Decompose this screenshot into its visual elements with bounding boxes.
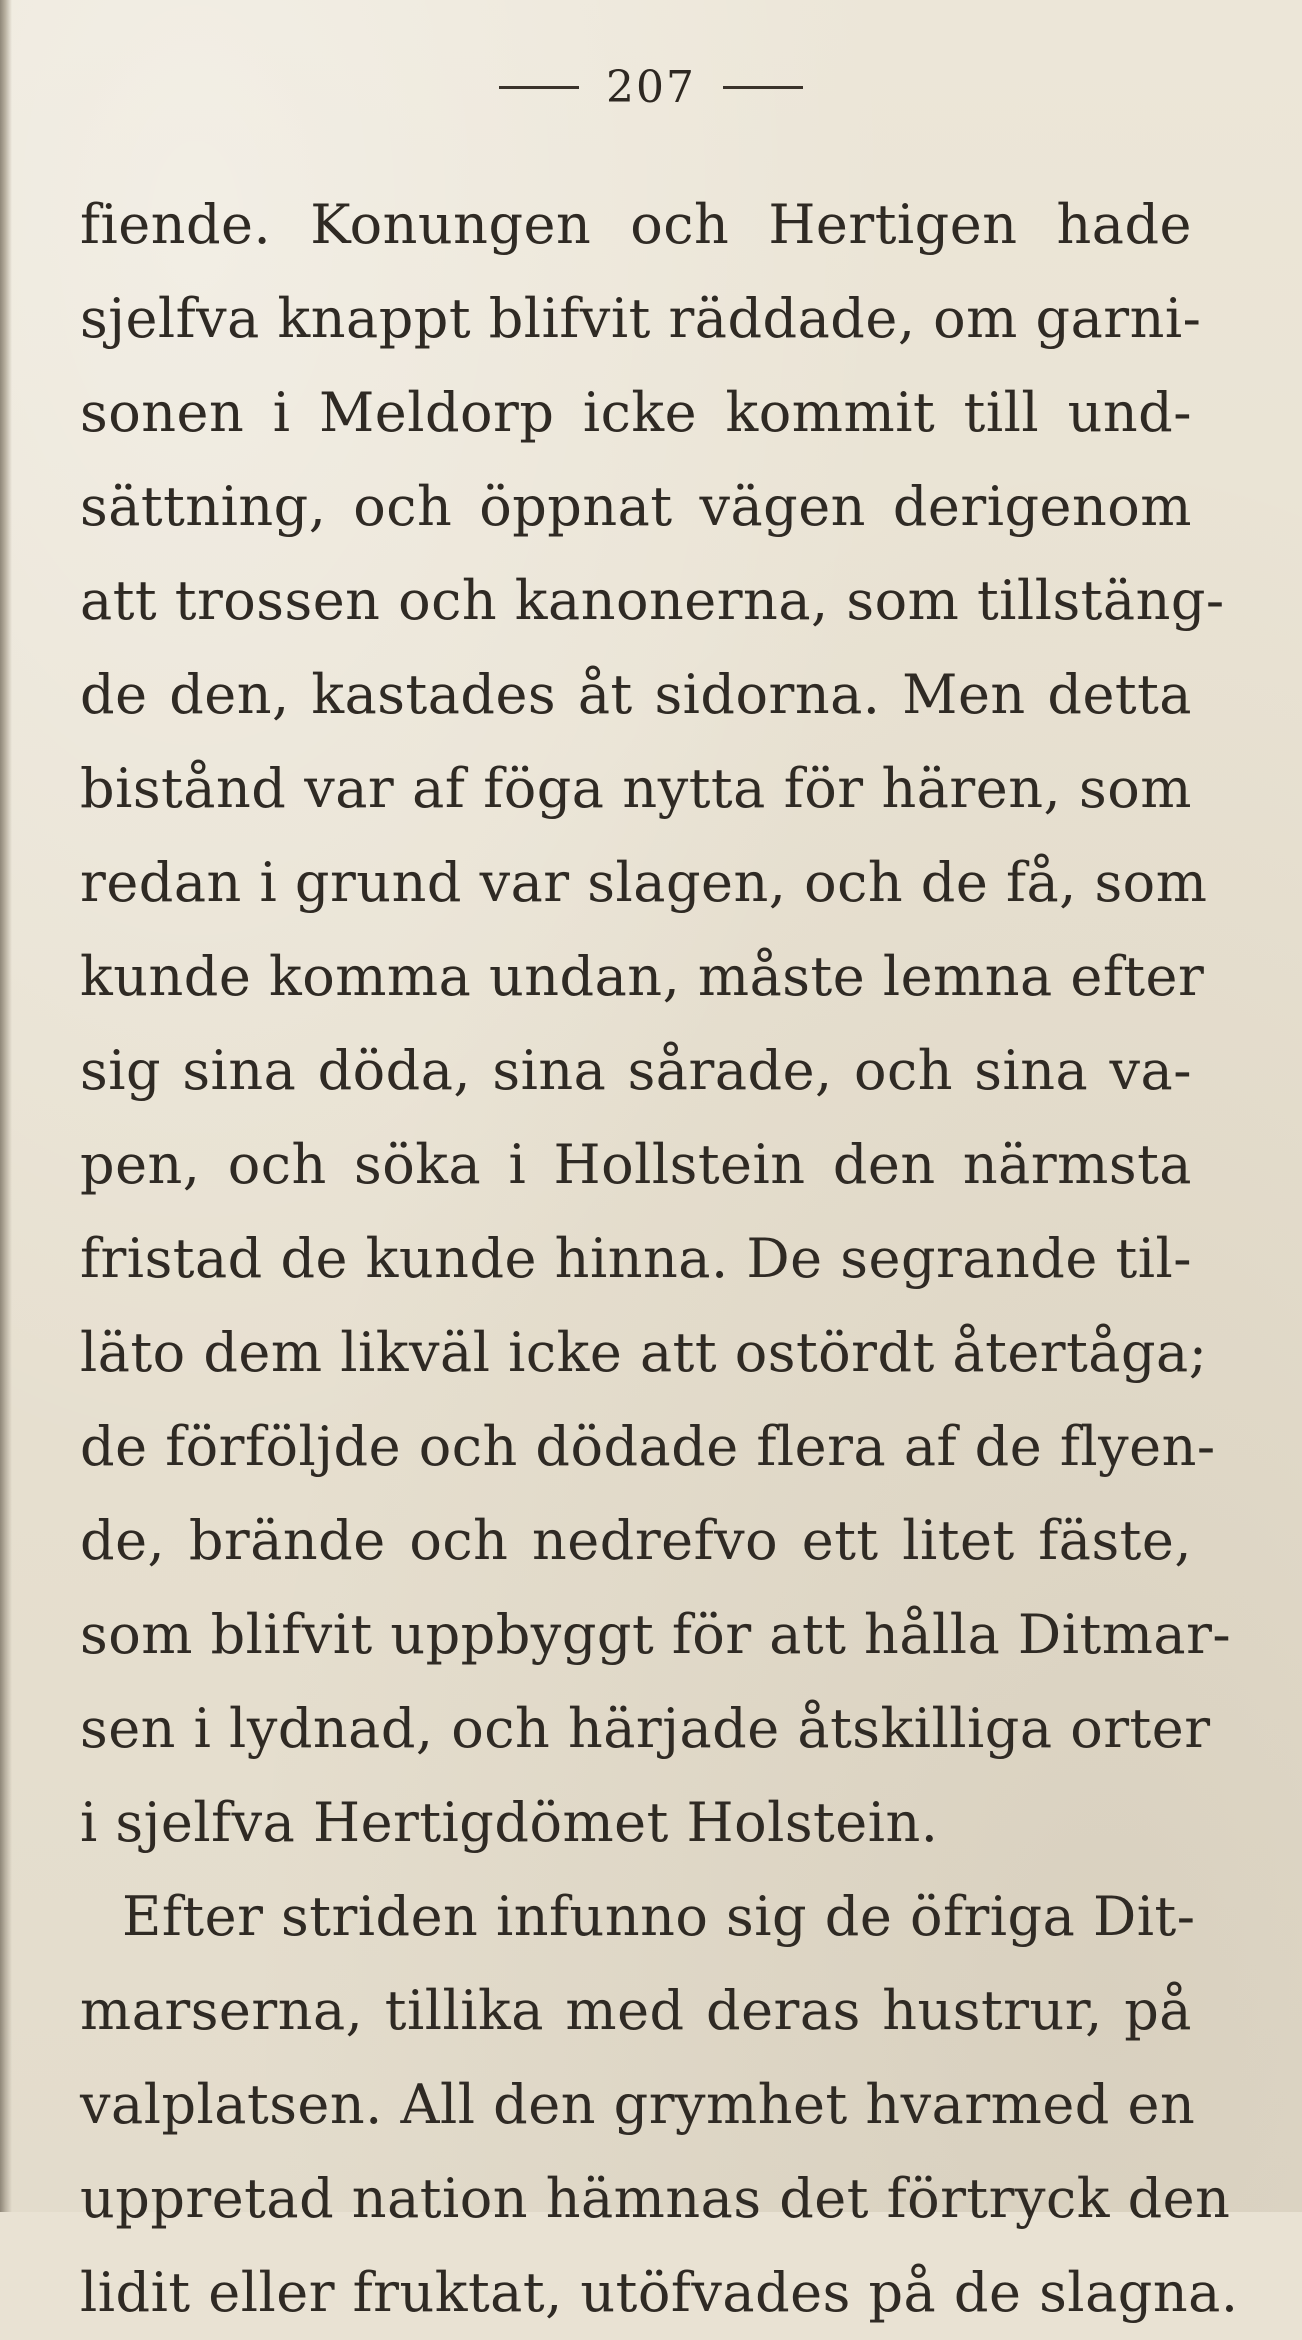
page-edge-shadow bbox=[0, 0, 12, 2212]
text-line: sonen i Meldorp icke kommit till und- bbox=[80, 381, 1192, 444]
paragraph-start-line: Efter striden infunno sig de öfriga Dit- bbox=[122, 1885, 1196, 1948]
text-line: att trossen och kanonerna, som tillstäng- bbox=[80, 569, 1225, 632]
text-line: de, brände och nedrefvo ett litet fäste, bbox=[80, 1509, 1192, 1572]
text-line: sjelfva knappt blifvit räddade, om garni- bbox=[80, 287, 1202, 350]
page-header bbox=[0, 62, 1302, 132]
paragraph-end-line: i sjelfva Hertigdömet Holstein. bbox=[80, 1791, 939, 1854]
text-line: pen, och söka i Hollstein den närmsta bbox=[80, 1133, 1192, 1196]
text-line: uppretad nation hämnas det förtryck den bbox=[80, 2167, 1231, 2230]
text-line: de förföljde och dödade flera af de flyen- bbox=[80, 1415, 1216, 1478]
text-line: sen i lydnad, och härjade åtskilliga orter bbox=[80, 1697, 1211, 1760]
page-number: 207 bbox=[606, 62, 696, 113]
text-line: valplatsen. All den grymhet hvarmed en bbox=[80, 2073, 1196, 2136]
body-text bbox=[80, 178, 1239, 2340]
text-line: som blifvit uppbyggt för att hålla Ditmar- bbox=[80, 1603, 1232, 1666]
header-right-dash bbox=[723, 86, 803, 89]
text-line: lidit eller fruktat, utöfvades på de slagna. bbox=[80, 2261, 1239, 2324]
text-line: marserna, tillika med deras hustrur, på bbox=[80, 1979, 1192, 2042]
text-line: redan i grund var slagen, och de få, som bbox=[80, 851, 1208, 914]
text-line: kunde komma undan, måste lemna efter bbox=[80, 945, 1205, 1008]
text-line: sättning, och öppnat vägen derigenom bbox=[80, 475, 1192, 538]
text-line: läto dem likväl icke att ostördt återtåga; bbox=[80, 1321, 1208, 1384]
text-line: de den, kastades åt sidorna. Men detta bbox=[80, 663, 1192, 726]
text-line: bistånd var af föga nytta för hären, som bbox=[80, 757, 1192, 820]
text-line: fiende. Konungen och Hertigen hade bbox=[80, 193, 1192, 256]
text-line: fristad de kunde hinna. De segrande til- bbox=[80, 1227, 1192, 1290]
header-left-dash bbox=[499, 86, 579, 89]
text-line: sig sina döda, sina sårade, och sina va- bbox=[80, 1039, 1192, 1102]
